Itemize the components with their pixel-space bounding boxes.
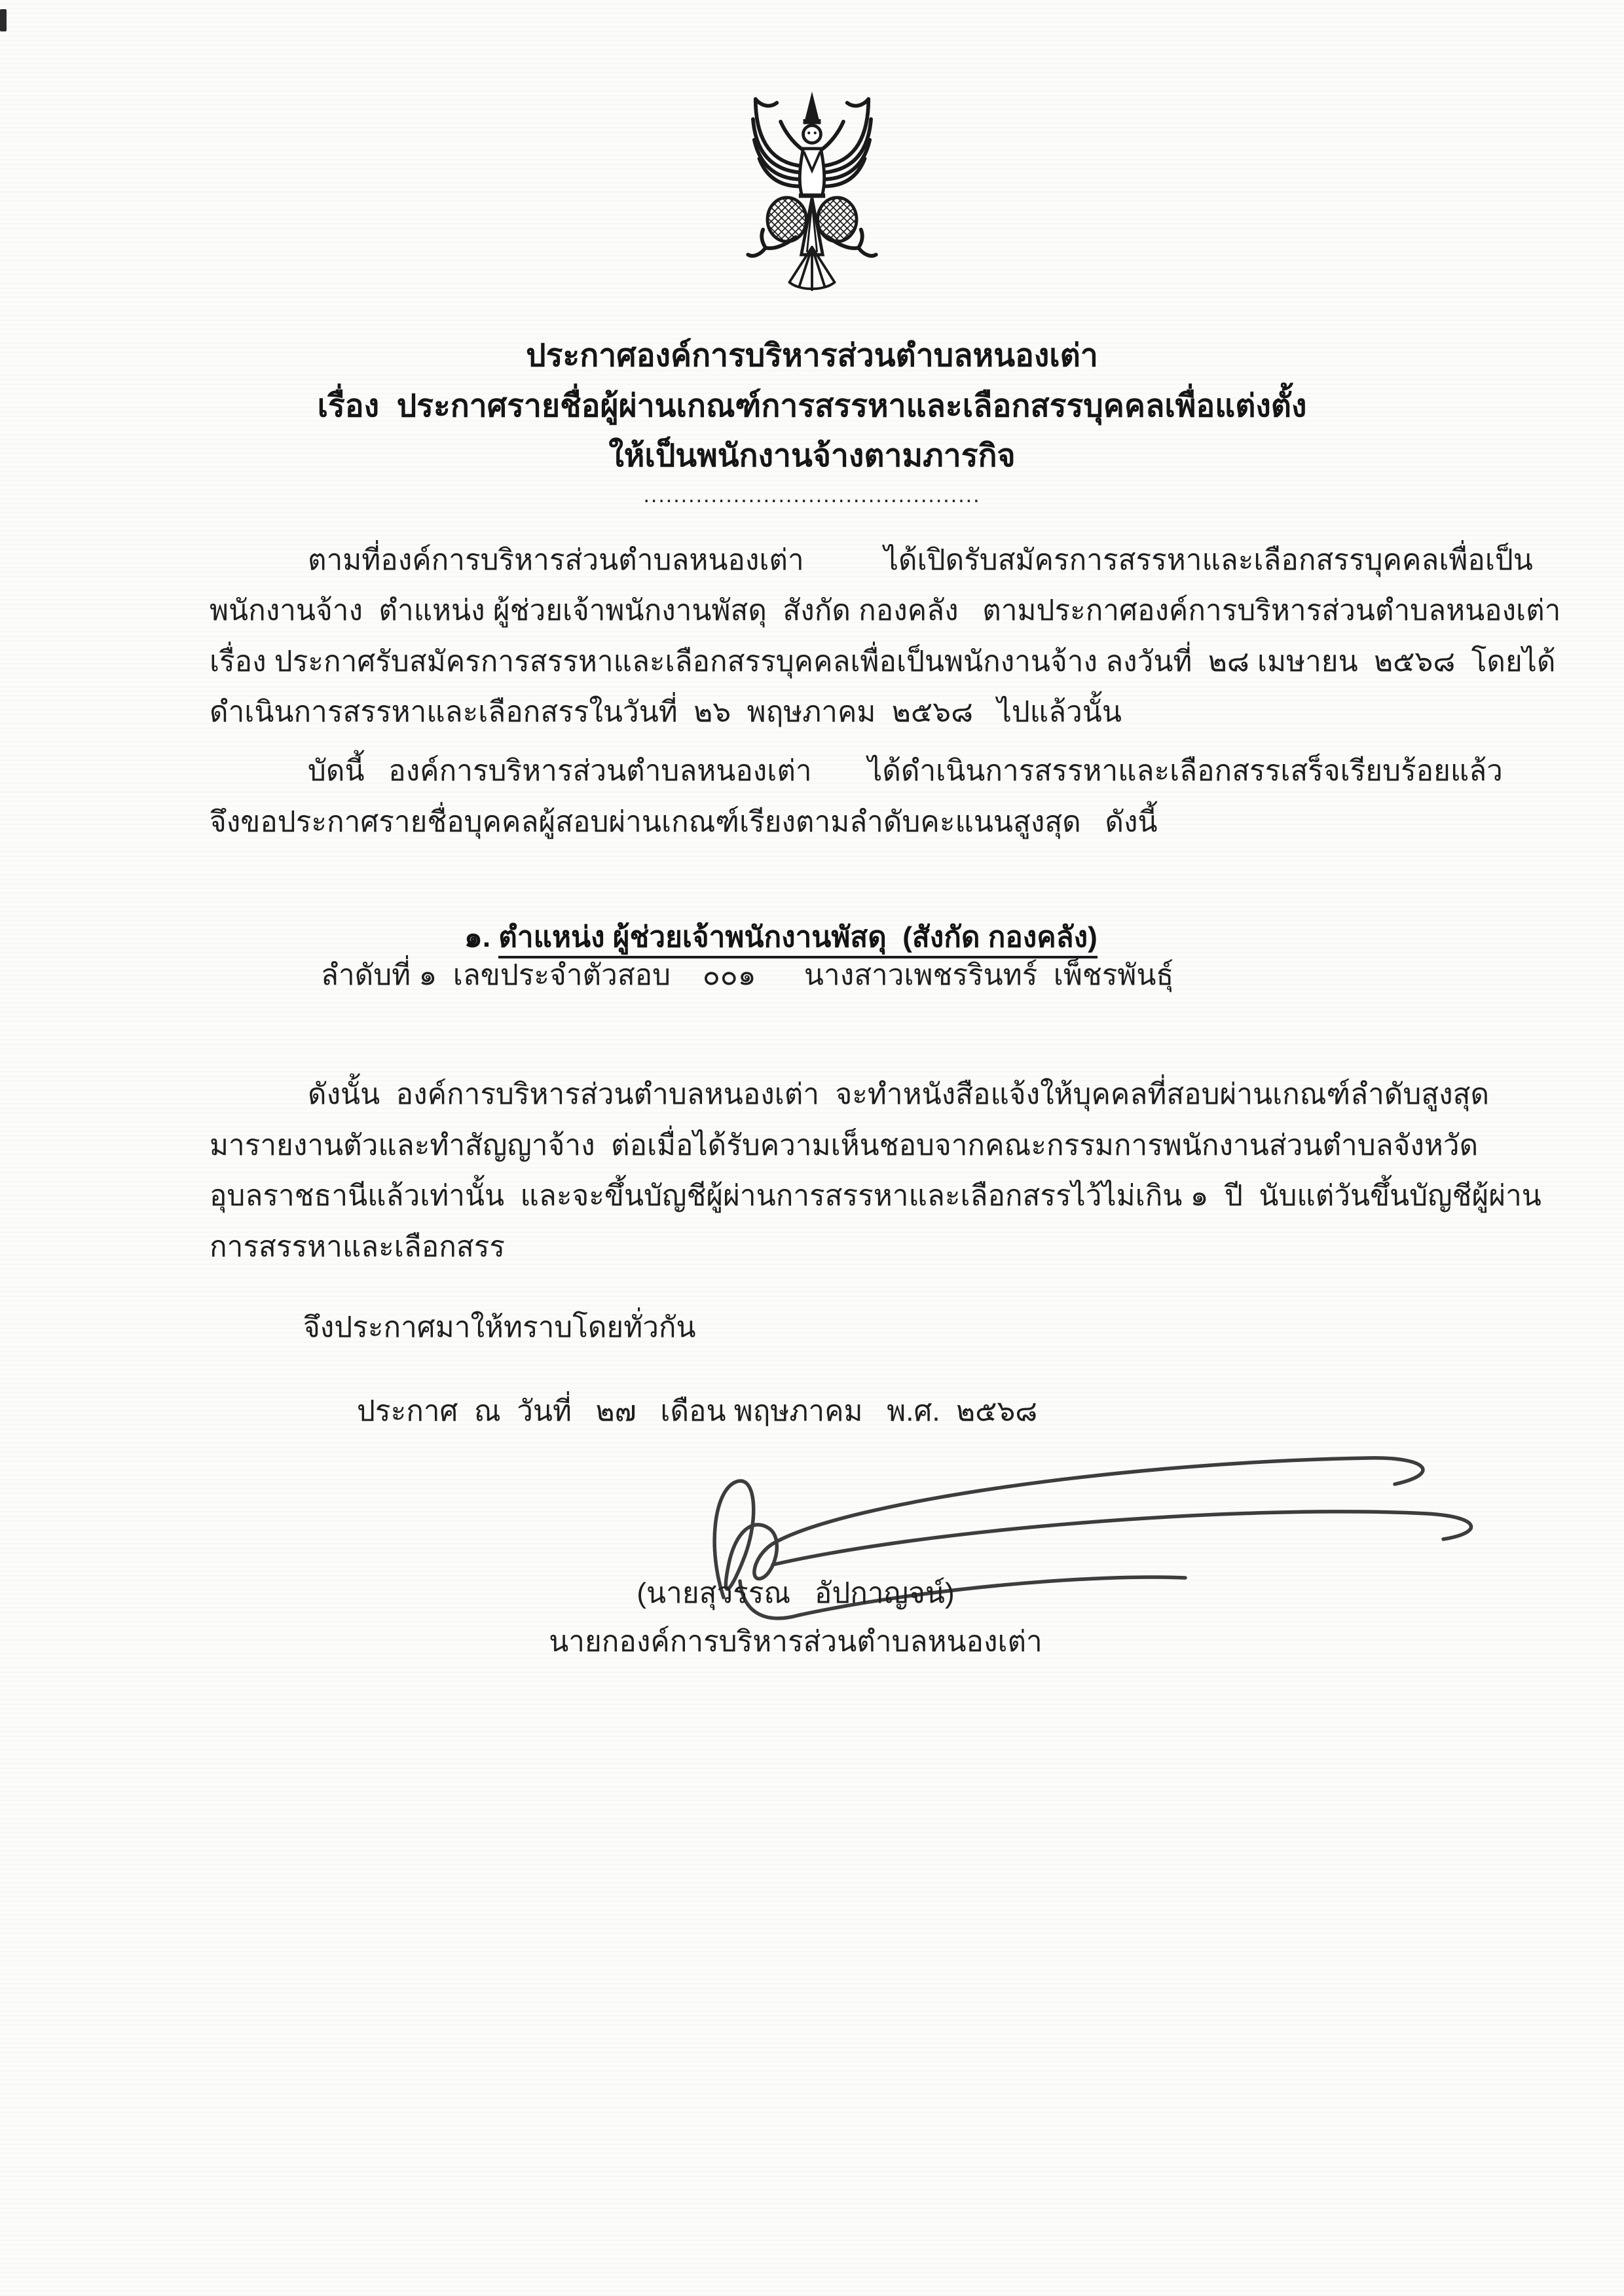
paragraph2-line1: บัดนี้ องค์การบริหารส่วนตำบลหนองเต่า ได้ดำเนินการสรรหาและเลือกสรรเสร็จเรียบร้อยแล้ว — [308, 755, 1503, 787]
announcement-subject-line2: ให้เป็นพนักงานจ้างตามภารกิจ — [608, 439, 1016, 473]
position-heading-number: ๑. — [464, 921, 499, 953]
paragraph1-line4: ดำเนินการสรรหาและเลือกสรรในวันที่ ๒๖ พฤษภาคม ๒๕๖๘ ไปแล้วนั้น — [210, 696, 1122, 728]
scan-artifact — [0, 9, 7, 31]
paragraph1-line3: เรื่อง ประกาศรับสมัครการสรรหาและเลือกสรรบุคคลเพื่อเป็นพนักงานจ้าง ลงวันที่ ๒๘ เมษายน ๒๕๖๘ โดยได้ — [210, 646, 1556, 678]
paragraph3-line4: การสรรหาและเลือกสรร — [210, 1231, 505, 1263]
paragraph1-line2: พนักงานจ้าง ตำแหน่ง ผู้ช่วยเจ้าพนักงานพัสดุ สังกัด กองคลัง ตามประกาศองค์การบริหารส่วนตำบลหนองเต่า — [210, 594, 1561, 627]
paragraph3-line2: มารายงานตัวและทำสัญญาจ้าง ต่อเมื่อได้รับความเห็นชอบจากคณะกรรมการพนักงานส่วนตำบลจังหวัด — [210, 1129, 1479, 1161]
dotted-divider: ............................................. — [643, 483, 981, 507]
announcement-subject: เรื่อง ประกาศรายชื่อผู้ผ่านเกณฑ์การสรรหาและเลือกสรรบุคคลเพื่อแต่งตั้ง — [317, 389, 1307, 424]
date-line: ประกาศ ณ วันที่ ๒๗ เดือน พฤษภาคม พ.ศ. ๒๕๖๘ — [357, 1395, 1038, 1427]
signatory-name: (นายสุวรรณ อัปกาญจน์) — [637, 1577, 955, 1609]
paragraph1-line1: ตามที่องค์การบริหารส่วนตำบลหนองเต่า ได้เปิดรับสมัครการสรรหาและเลือกสรรบุคคลเพื่อเป็น — [308, 544, 1533, 576]
paragraph2-line2: จึงขอประกาศรายชื่อบุคคลผู้สอบผ่านเกณฑ์เรียงตามลำดับคะแนนสูงสุด ดังนี้ — [210, 806, 1158, 838]
garuda-emblem — [737, 88, 887, 299]
position-heading-text: ตำแหน่ง ผู้ช่วยเจ้าพนักงานพัสดุ (สังกัด กองคลัง) — [498, 921, 1097, 958]
announcement-title: ประกาศองค์การบริหารส่วนตำบลหนองเต่า — [526, 338, 1098, 373]
signatory-position: นายกองค์การบริหารส่วนตำบลหนองเต่า — [549, 1626, 1043, 1658]
paragraph3-line3: อุบลราชธานีแล้วเท่านั้น และจะขึ้นบัญชีผู้ผ่านการสรรหาและเลือกสรรไว้ไม่เกิน ๑ ปี นับแต่วันขึ้นบัญชีผู้ผ่าน — [210, 1180, 1541, 1212]
paragraph3-line1: ดังนั้น องค์การบริหารส่วนตำบลหนองเต่า จะทำหนังสือแจ้งให้บุคคลที่สอบผ่านเกณฑ์ลำดับสูงสุด — [308, 1078, 1490, 1110]
result-line: ลำดับที่ ๑ เลขประจำตัวสอบ ๐๐๑ นางสาวเพชรรินทร์ เพ็ชรพันธุ์ — [321, 959, 1174, 991]
closing-line: จึงประกาศมาให้ทราบโดยทั่วกัน — [303, 1311, 696, 1343]
